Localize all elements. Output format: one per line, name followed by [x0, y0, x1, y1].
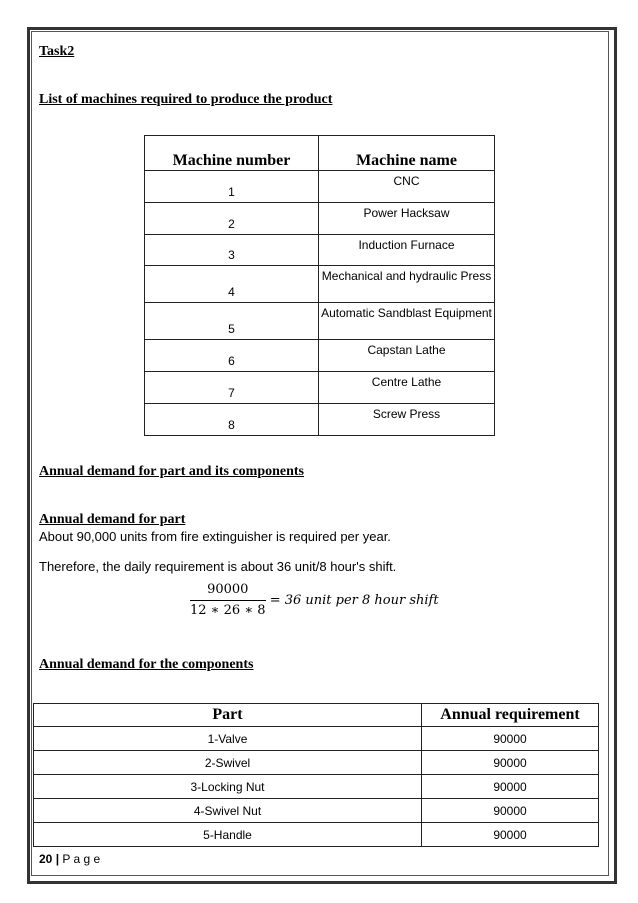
table-row	[34, 823, 599, 847]
machine-name: Automatic Sandblast Equipment	[319, 303, 495, 340]
paragraph-daily: Therefore, the daily requirement is about 36 unit/8 hour's shift.	[39, 559, 397, 574]
table-row	[34, 751, 599, 775]
part-name: 2-Swivel	[34, 751, 422, 775]
header-machine-name: Machine name	[319, 136, 495, 171]
part-name: 1-Valve	[34, 727, 422, 751]
table-row	[145, 372, 495, 404]
part-requirement: 90000	[422, 823, 599, 847]
components-table	[33, 703, 599, 847]
header-part: Part	[34, 704, 422, 727]
part-requirement: 90000	[422, 775, 599, 799]
table-row	[145, 203, 495, 235]
machine-number: 4	[145, 266, 319, 303]
components-heading: Annual demand for the components	[39, 657, 254, 672]
annual-demand-part-heading: Annual demand for part	[39, 512, 186, 527]
machine-name: Mechanical and hydraulic Press	[319, 266, 495, 303]
machine-name: Power Hacksaw	[319, 203, 495, 235]
machines-table	[144, 135, 495, 436]
machine-name: Screw Press	[319, 404, 495, 436]
part-requirement: 90000	[422, 751, 599, 775]
table-row	[34, 799, 599, 823]
table-row	[145, 235, 495, 266]
machine-name: Capstan Lathe	[319, 340, 495, 372]
page-footer	[39, 852, 100, 866]
formula-fraction	[190, 580, 266, 621]
machine-number: 2	[145, 203, 319, 235]
table-row	[145, 303, 495, 340]
formula-denominator: 12 ∗ 26 ∗ 8	[190, 603, 266, 618]
machine-number: 3	[145, 235, 319, 266]
formula-numerator: 90000	[190, 580, 266, 601]
part-name: 5-Handle	[34, 823, 422, 847]
table-row	[145, 266, 495, 303]
header-annual-requirement: Annual requirement	[422, 704, 599, 727]
machines-table-header	[145, 136, 495, 171]
formula-result: = 36 unit per 8 hour shift	[269, 593, 439, 608]
demand-formula	[190, 580, 439, 621]
machine-number: 8	[145, 404, 319, 436]
machine-name: CNC	[319, 171, 495, 203]
machine-number: 6	[145, 340, 319, 372]
part-name: 3-Locking Nut	[34, 775, 422, 799]
table-row	[34, 775, 599, 799]
machine-name: Induction Furnace	[319, 235, 495, 266]
part-requirement: 90000	[422, 799, 599, 823]
table-row	[145, 171, 495, 203]
header-machine-number: Machine number	[145, 136, 319, 171]
machine-number: 7	[145, 372, 319, 404]
table-row	[145, 404, 495, 436]
part-requirement: 90000	[422, 727, 599, 751]
paragraph-demand: About 90,000 units from fire extinguisher is required per year.	[39, 529, 391, 544]
table-row	[145, 340, 495, 372]
machine-number: 5	[145, 303, 319, 340]
machines-heading: List of machines required to produce the product	[39, 92, 333, 107]
table-row	[34, 727, 599, 751]
annual-demand-heading: Annual demand for part and its components	[39, 464, 305, 479]
machine-number: 1	[145, 171, 319, 203]
footer-page-label: P a g e	[62, 852, 101, 866]
machine-name: Centre Lathe	[319, 372, 495, 404]
task-title: Task2	[39, 44, 75, 59]
page-number: 20	[39, 852, 53, 866]
components-table-header	[34, 704, 599, 727]
part-name: 4-Swivel Nut	[34, 799, 422, 823]
footer-separator: |	[55, 852, 60, 866]
